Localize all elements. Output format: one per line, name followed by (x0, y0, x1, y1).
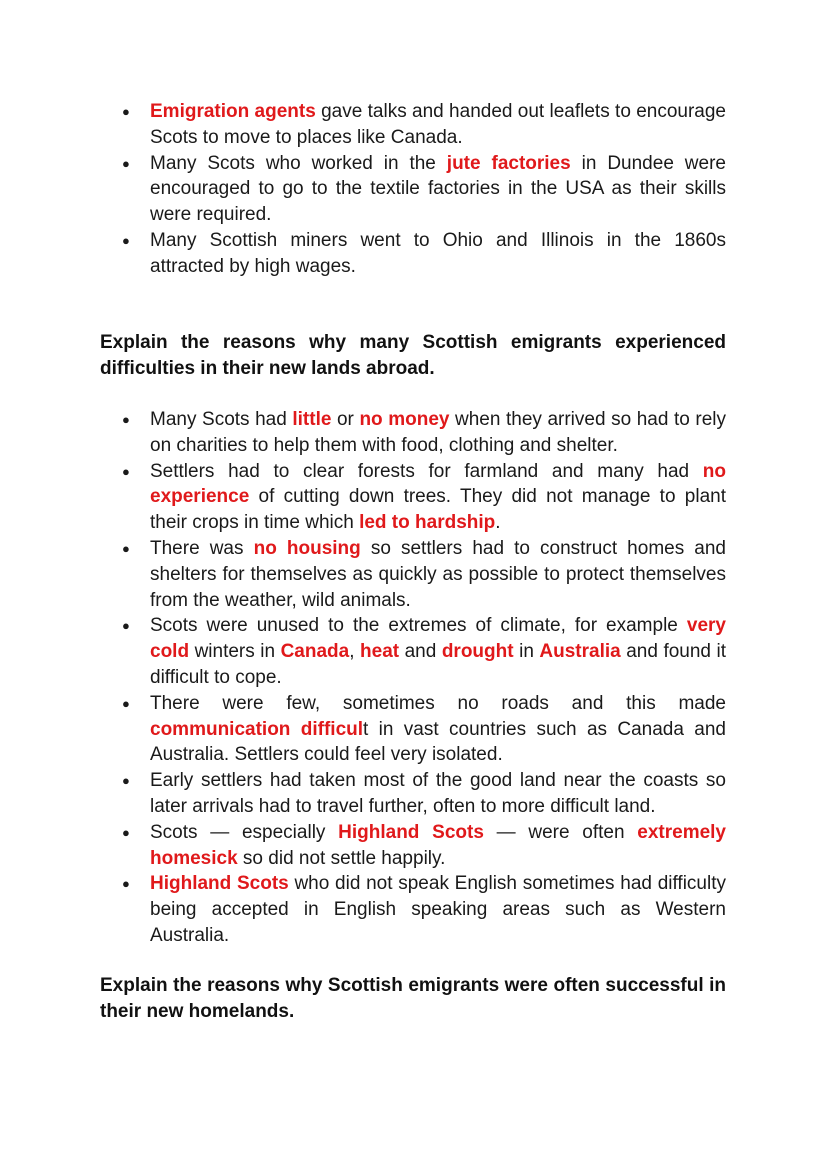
body-text: in (513, 641, 540, 663)
body-text: Many Scottish miners went to Ohio and Illinois in the 1860s attracted by high wages. (150, 229, 726, 277)
list-item (100, 459, 726, 536)
highlighted-text: Emigration agents (150, 101, 316, 122)
highlighted-text: jute factories (446, 152, 571, 174)
highlighted-text: led to hardship (359, 512, 496, 534)
highlighted-text: little (292, 409, 332, 430)
body-text: and (399, 641, 442, 663)
body-text: Many Scots who worked in the (150, 152, 447, 174)
body-text: — were often (483, 821, 638, 843)
body-text: Settlers had to clear forests for farmland and many had (150, 460, 703, 482)
bullet-list-difficulties (100, 407, 726, 949)
list-item (100, 228, 726, 280)
question-heading-difficulties: Explain the reasons why many Scottish emigrants experienced difficulties in their new lands abroad. (100, 332, 726, 379)
highlighted-text: no money (359, 409, 450, 430)
highlighted-text: heat (360, 641, 400, 663)
highlighted-text: extremely homesick (150, 821, 726, 869)
highlighted-text: no experience (150, 460, 726, 508)
body-text: Scots were unused to the extremes of climate, for example (150, 615, 687, 637)
body-text: winters in (189, 641, 281, 663)
list-item (100, 536, 726, 613)
body-text: of cutting down trees. They did not manage to plant their crops in time which (150, 486, 726, 534)
body-text: or (331, 409, 360, 430)
body-text: . (495, 512, 501, 534)
highlighted-text: no housing (253, 537, 361, 559)
list-item (100, 613, 726, 690)
body-text: Early settlers had taken most of the good land near the coasts so later arrivals had to travel further, often to more difficult land. (150, 770, 726, 817)
body-text: There were few, sometimes no roads and this made (150, 692, 726, 714)
body-text: There was (150, 537, 254, 559)
body-text: and found it difficult to cope. (150, 641, 726, 688)
body-text: in Dundee were encouraged to go to the textile factories in the USA as their skills were required. (150, 152, 726, 226)
body-text: when they arrived so had to rely on charities to help them with food, clothing and shelter. (150, 409, 726, 456)
body-text: so did not settle happily. (237, 847, 446, 869)
list-item (100, 407, 726, 459)
highlighted-text: drought (441, 641, 514, 663)
highlighted-text: Highland Scots (150, 873, 289, 895)
highlighted-text: very cold (150, 615, 726, 663)
list-item (100, 691, 726, 768)
body-text: Many Scots had (150, 409, 293, 430)
bullet-list-emigration-encouragement (100, 99, 726, 280)
highlighted-text: Highland Scots (338, 821, 484, 843)
highlighted-text: Canada (280, 641, 350, 663)
body-text: who did not speak English sometimes had difficulty being accepted in English speaking areas such as Western Australia. (150, 873, 726, 946)
list-item (100, 99, 726, 151)
list-item (100, 871, 726, 948)
list-item (100, 151, 726, 228)
highlighted-text: Australia (539, 641, 621, 663)
question-heading-success: Explain the reasons why Scottish emigrants were often successful in their new homelands. (100, 975, 726, 1022)
list-item (100, 820, 726, 872)
highlighted-text: communication difficul (150, 718, 364, 740)
body-text: , (349, 641, 361, 663)
body-text: so settlers had to construct homes and shelters for themselves as quickly as possible to protect themselves from the weather, wild animals. (150, 537, 726, 611)
body-text: gave talks and handed out leaflets to encourage Scots to move to places like Canada. (150, 101, 726, 148)
list-item (100, 768, 726, 820)
body-text: Scots — especially (150, 821, 339, 843)
body-text: t in vast countries such as Canada and Australia. Settlers could feel very isolated. (150, 718, 726, 766)
